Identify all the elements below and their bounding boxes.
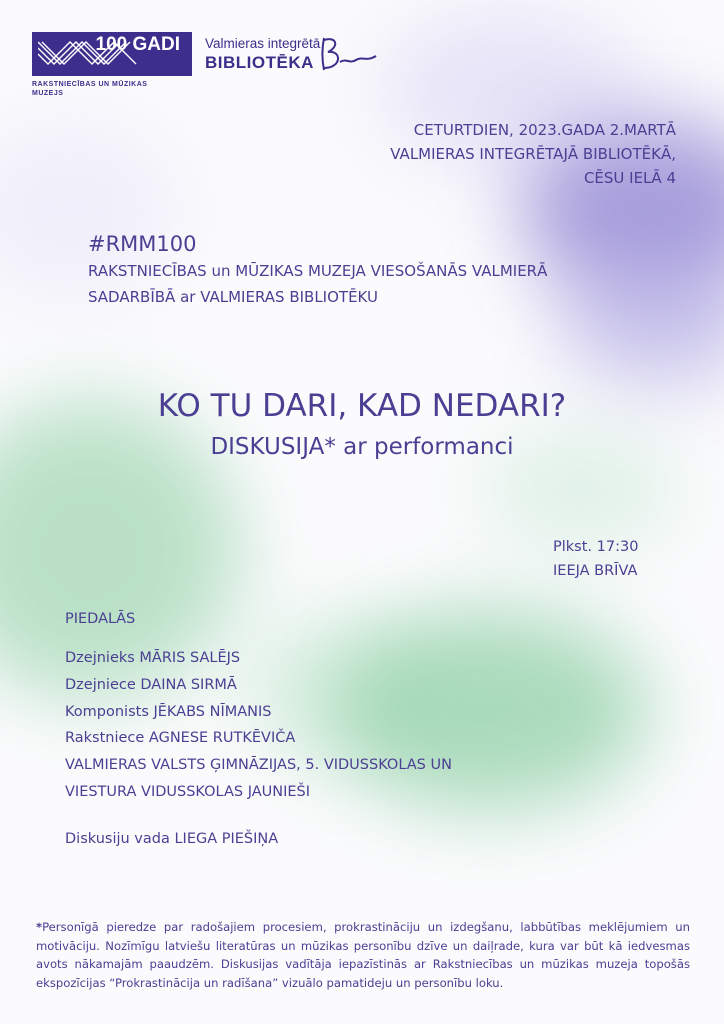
participant-item: Komponists JĒKABS NĪMANIS xyxy=(65,703,272,720)
participants-title: PIEDALĀS xyxy=(65,611,136,627)
intro-block xyxy=(88,230,547,310)
moderator: Diskusiju vada LIEGA PIEŠIŅA xyxy=(65,831,279,847)
participant-item: Dzejniece DAINA SIRMĀ xyxy=(65,676,237,693)
library-logo xyxy=(205,36,320,73)
rmm-logo-name: RAKSTNIECĪBAS UN MŪZIKAS MUZEJS xyxy=(32,81,148,97)
library-logo-line2: BIBLIOTĒKA xyxy=(205,53,314,72)
hashtag: #RMM100 xyxy=(88,232,197,256)
event-date: CETURTDIEN, 2023.GADA 2.MARTĀ xyxy=(413,121,676,139)
headline: KO TU DARI, KAD NEDARI? xyxy=(157,388,567,424)
participant-item: VALMIERAS VALSTS ĢIMNĀZIJAS, 5. VIDUSSKOLAS UN xyxy=(65,757,452,774)
intro-line-2: SADARBĪBĀ ar VALMIERAS BIBLIOTĒKU xyxy=(88,288,378,306)
event-info xyxy=(390,118,676,190)
rmm-badge: 100 GADI xyxy=(95,34,180,55)
footnote-text: Personīgā pieredze par radošajiem procesiem, prokrastināciju un izdegšanu, labbūtības meklējumiem un motivāciju. Nozīmīgu latviešu literatūras un mūzikas personību dzīve un daiļrade, kura var būt kā iedvesmas avots nākamajām paaudzēm. Diskusijas vadītāja iepazīstinās ar Rakstniecības un mūzikas muzeja topošās ekspozīcijas “Prokrastinācija un radīšana” vizuālo pamatideju un personību loku. xyxy=(36,920,690,990)
time-block xyxy=(553,535,638,583)
participant-item: Dzejnieks MĀRIS SALĒJS xyxy=(65,650,241,666)
footnote-star: * xyxy=(36,920,43,934)
participant-item: VIESTURA VIDUSSKOLAS JAUNIEŠI xyxy=(65,783,311,800)
event-address: CĒSU IELĀ 4 xyxy=(583,169,676,187)
entry-free: IEEJA BRĪVA xyxy=(553,563,638,579)
event-time: Plkst. 17:30 xyxy=(553,539,639,555)
subheadline: DISKUSIJA* ar performanci xyxy=(210,434,514,460)
footnote xyxy=(36,918,690,992)
participants-list xyxy=(65,645,452,806)
library-b-mark-icon xyxy=(312,34,382,74)
event-venue: VALMIERAS INTEGRĒTAJĀ BIBLIOTĒKĀ, xyxy=(390,145,676,163)
participant-item: Rakstniece AGNESE RUTKĒVIČA xyxy=(65,730,296,747)
intro-line-1: RAKSTNIECĪBAS un MŪZIKAS MUZEJA VIESOŠANĀS VALMIERĀ xyxy=(88,262,548,280)
library-logo-line1: Valmieras integrētā xyxy=(205,36,321,51)
rmm-logo xyxy=(32,32,192,76)
